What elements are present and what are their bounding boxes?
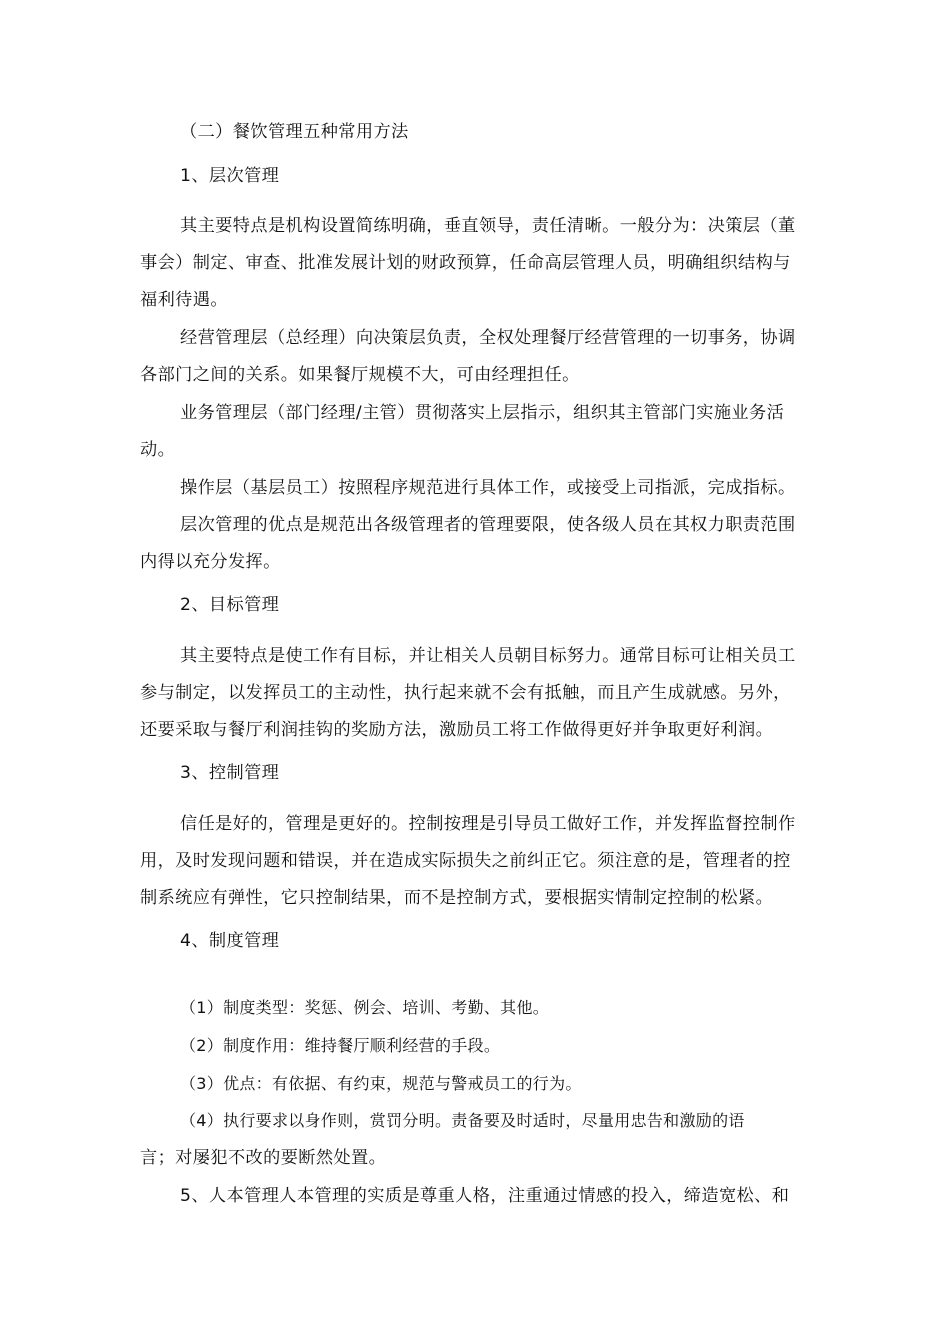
paragraph-line: 层次管理的优点是规范出各级管理者的管理要限，使各级人员在其权力职责范围 [180,515,796,535]
paragraph-line: 信任是好的，管理是更好的。控制按理是引导员工做好工作，并发挥监督控制作 [180,814,796,834]
paragraph-line: 参与制定，以发挥员工的主动性，执行起来就不会有抵触，而且产生成就感。另外， [140,683,791,703]
list-item: （2）制度作用：维持餐厅顺利经营的手段。 [180,1036,501,1055]
paragraph-line: 业务管理层（部门经理/主管）贯彻落实上层指示，组织其主管部门实施业务活 [180,403,785,423]
list-item: （3）优点：有依据、有约束，规范与警戒员工的行为。 [180,1074,582,1093]
paragraph-line: 其主要特点是机构设置简练明确，垂直领导，责任清晰。一般分为：决策层（董 [180,216,796,236]
paragraph-line: 操作层（基层员工）按照程序规范进行具体工作，或接受上司指派，完成指标。 [180,478,796,498]
list-item: （1）制度类型：奖惩、例会、培训、考勤、其他。 [180,998,550,1017]
list-item: （4）执行要求以身作则，赏罚分明。责备要及时适时，尽量用忠告和激励的语 [180,1111,745,1130]
list-item-continuation: 言；对屡犯不改的要断然处置。 [140,1148,387,1168]
section-title: （二）餐饮管理五种常用方法 [180,122,409,142]
heading-hierarchy-management: 1、层次管理 [180,166,280,186]
paragraph-line: 各部门之间的关系。如果餐厅规模不大，可由经理担任。 [140,365,580,385]
paragraph-line: 用，及时发现问题和错误，并在造成实际损失之前纠正它。须注意的是，管理者的控 [140,851,791,871]
heading-objective-management: 2、目标管理 [180,595,280,615]
paragraph-line: 还要采取与餐厅利润挂钩的奖励方法，激励员工将工作做得更好并争取更好利润。 [140,720,774,740]
paragraph-line: 动。 [140,440,176,460]
paragraph-line: 5、人本管理人本管理的实质是尊重人格，注重通过情感的投入，缔造宽松、和 [180,1186,790,1206]
paragraph-line: 经营管理层（总经理）向决策层负责，全权处理餐厅经营管理的一切事务，协调 [180,328,796,348]
paragraph-line: 制系统应有弹性，它只控制结果，而不是控制方式，要根据实情制定控制的松紧。 [140,888,774,908]
heading-control-management: 3、控制管理 [180,763,280,783]
paragraph-line: 事会）制定、审查、批准发展计划的财政预算，任命高层管理人员，明确组织结构与 [140,253,791,273]
paragraph-line: 内得以充分发挥。 [140,552,281,572]
heading-system-management: 4、制度管理 [180,931,280,951]
paragraph-line: 福利待遇。 [140,290,228,310]
paragraph-line: 其主要特点是使工作有目标，并让相关人员朝目标努力。通常目标可让相关员工 [180,646,796,666]
